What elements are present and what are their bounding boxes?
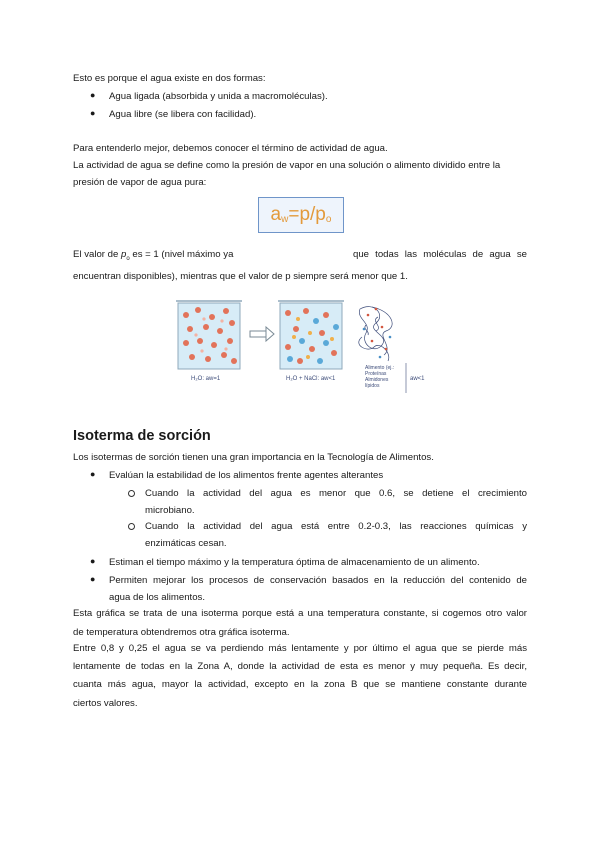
figure-label: H₂O: aw=1 <box>191 376 221 382</box>
sub-bullet-text: Cuando la actividad del agua está entre 0.2-0.3, las reacciones químicas y <box>145 521 527 532</box>
bullet-dot: ● <box>90 574 96 584</box>
water-activity-formula: a $_w$ =p/p $_o$ <box>258 197 344 233</box>
sub-bullet-text: microbiano. <box>145 505 195 516</box>
paragraph: cuanta más agua, mayor la actividad, excepto en la zona B que se mantiene constante durante <box>73 679 527 690</box>
figure-label: Alimento (ej.: Proteínas Almidones lípidos <box>365 365 395 389</box>
bullet-text: agua de los alimentos. <box>109 592 205 603</box>
figure-label: H₂O + NaCl: aw<1 <box>286 376 336 382</box>
bullet-text: Estiman el tiempo máximo y la temperatura óptima de almacenamiento de un alimento. <box>109 557 480 568</box>
arrow-icon <box>250 327 274 341</box>
bullet-text: Permiten mejorar los procesos de conservación basados en la reducción del contenido de <box>109 575 527 586</box>
paragraph: El valor de $p_o$ es = 1 (nivel máximo ya <box>73 249 234 262</box>
circle-bullet-icon <box>128 523 135 530</box>
bullet-text: Agua libre (se libera con facilidad). <box>109 109 257 120</box>
paragraph: encuentran disponibles), mientras que el valor de p siempre será menor que 1. <box>73 271 408 282</box>
paragraph: La actividad de agua se define como la presión de vapor en una solución o alimento dividido entre la <box>73 160 501 171</box>
paragraph: de temperatura obtendremos otra gráfica isoterma. <box>73 627 290 638</box>
section-title: Isoterma de sorción <box>73 428 211 444</box>
paragraph: que todas las moléculas de agua se <box>353 249 527 260</box>
paragraph: Entre 0,8 y 0,25 el agua se va perdiendo más lentamente y por último el agua que se pierde más <box>73 643 527 654</box>
paragraph: ciertos valores. <box>73 698 138 709</box>
food-molecule-sketch <box>359 307 392 361</box>
paragraph: Los isotermas de sorción tienen una gran importancia en la Tecnología de Alimentos. <box>73 452 434 463</box>
bullet-dot: ● <box>90 469 96 479</box>
intro-text: Esto es porque el agua existe en dos formas: <box>73 73 266 84</box>
figure-label: aw<1 <box>410 376 425 382</box>
sub-bullet-text: Cuando la actividad del agua es menor que 0.6, se detiene el crecimiento <box>145 488 527 499</box>
bullet-text: Evalúan la estabilidad de los alimentos frente agentes alterantes <box>109 470 384 481</box>
paragraph: lentamente de todas en la Zona A, donde la actividad de esta es menor y muy pequeña. Es decir, <box>73 661 527 672</box>
bullet-dot: ● <box>90 556 96 566</box>
beaker-pure-water <box>176 301 242 369</box>
bullet-dot: ● <box>90 90 96 100</box>
beaker-salt-water <box>278 301 344 369</box>
sub-bullet-text: enzimáticas cesan. <box>145 538 227 549</box>
paragraph: Para entenderlo mejor, debemos conocer el término de actividad de agua. <box>73 143 388 154</box>
bullet-text: Agua ligada (absorbida y unida a macromoléculas). <box>109 91 328 102</box>
paragraph: Esta gráfica se trata de una isoterma porque está a una temperatura constante, si cogemos otro valor <box>73 608 527 619</box>
circle-bullet-icon <box>128 490 135 497</box>
paragraph: presión de vapor de agua pura: <box>73 177 207 188</box>
bullet-dot: ● <box>90 108 96 118</box>
